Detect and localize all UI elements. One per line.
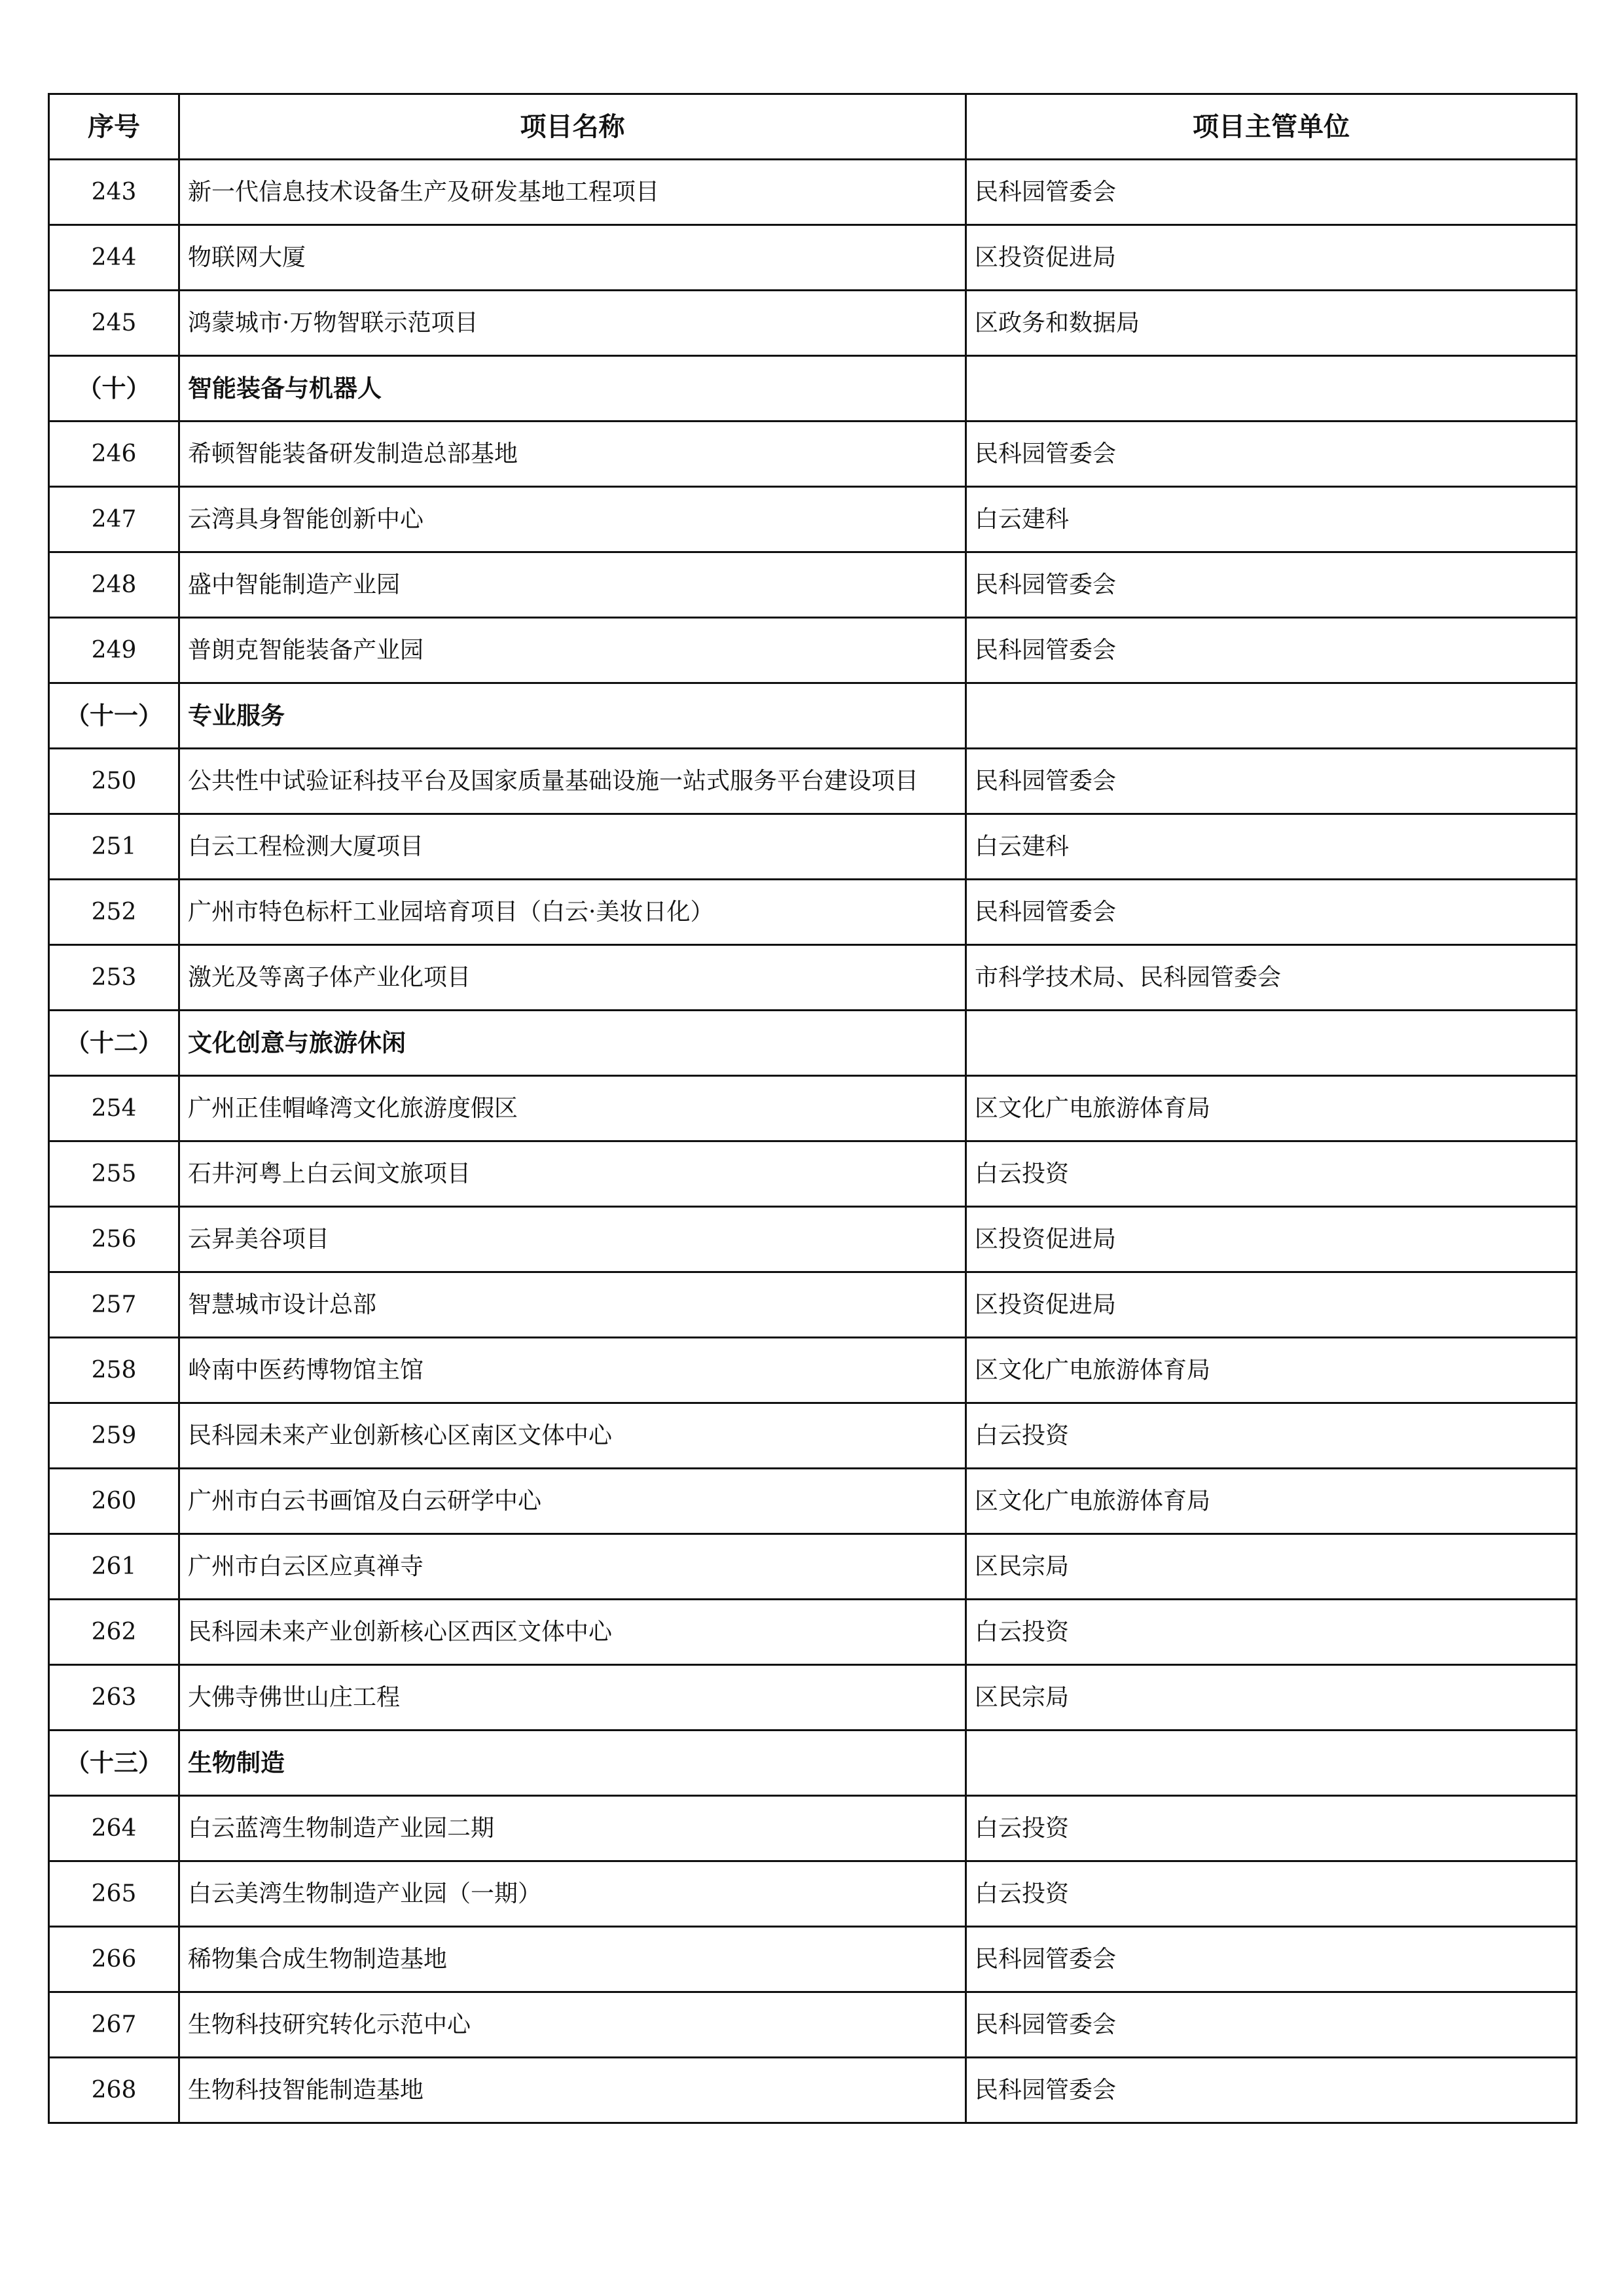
project-name-cell: 激光及等离子体产业化项目 [179, 945, 966, 1011]
row-number-cell: 260 [49, 1469, 179, 1534]
row-number-cell: 252 [49, 880, 179, 945]
project-name-cell: 生物科技智能制造基地 [179, 2058, 966, 2123]
table-row [49, 1992, 1577, 2058]
row-number-cell: 262 [49, 1600, 179, 1665]
table-row [49, 1141, 1577, 1207]
row-number-cell: 254 [49, 1076, 179, 1141]
managing-unit-cell: 白云投资 [966, 1861, 1577, 1927]
section-row [49, 356, 1577, 422]
row-number-cell: 267 [49, 1992, 179, 2058]
row-number-cell: 264 [49, 1796, 179, 1861]
table-row [49, 1338, 1577, 1403]
project-name-cell: 稀物集合成生物制造基地 [179, 1927, 966, 1992]
project-name-cell: 盛中智能制造产业园 [179, 552, 966, 618]
table-row [49, 945, 1577, 1011]
header-row [49, 94, 1577, 160]
row-number-cell: 245 [49, 291, 179, 356]
row-number-cell: 247 [49, 487, 179, 552]
managing-unit-cell [966, 356, 1577, 422]
managing-unit-cell: 民科园管委会 [966, 618, 1577, 683]
project-name-cell: 岭南中医药博物馆主馆 [179, 1338, 966, 1403]
project-name-cell: 物联网大厦 [179, 225, 966, 291]
managing-unit-cell: 白云建科 [966, 487, 1577, 552]
managing-unit-cell: 区民宗局 [966, 1534, 1577, 1600]
table-row [49, 1665, 1577, 1731]
row-number-cell: 250 [49, 749, 179, 814]
row-number-cell: 243 [49, 160, 179, 225]
table-row [49, 880, 1577, 945]
table-row [49, 1534, 1577, 1600]
table-row [49, 1861, 1577, 1927]
project-name-cell: 云湾具身智能创新中心 [179, 487, 966, 552]
row-number-cell: （十） [49, 356, 179, 422]
managing-unit-cell: 区政务和数据局 [966, 291, 1577, 356]
managing-unit-cell: 民科园管委会 [966, 880, 1577, 945]
project-name-cell: 广州正佳帽峰湾文化旅游度假区 [179, 1076, 966, 1141]
project-name-cell: 广州市白云区应真禅寺 [179, 1534, 966, 1600]
table-row [49, 1469, 1577, 1534]
project-name-cell: 智能装备与机器人 [179, 356, 966, 422]
project-name-cell: 公共性中试验证科技平台及国家质量基础设施一站式服务平台建设项目 [179, 749, 966, 814]
project-name-cell: 专业服务 [179, 683, 966, 749]
row-number-cell: 266 [49, 1927, 179, 1992]
table-row [49, 552, 1577, 618]
project-name-cell: 生物科技研究转化示范中心 [179, 1992, 966, 2058]
managing-unit-cell: 民科园管委会 [966, 1927, 1577, 1992]
table-row [49, 1796, 1577, 1861]
row-number-cell: 259 [49, 1403, 179, 1469]
managing-unit-cell: 区文化广电旅游体育局 [966, 1338, 1577, 1403]
managing-unit-cell: 区文化广电旅游体育局 [966, 1469, 1577, 1534]
project-name-cell: 广州市白云书画馆及白云研学中心 [179, 1469, 966, 1534]
project-name-cell: 普朗克智能装备产业园 [179, 618, 966, 683]
table-row [49, 1272, 1577, 1338]
row-number-cell: 265 [49, 1861, 179, 1927]
managing-unit-cell [966, 683, 1577, 749]
project-name-cell: 白云工程检测大厦项目 [179, 814, 966, 880]
header-project-name: 项目名称 [179, 94, 966, 160]
row-number-cell: 261 [49, 1534, 179, 1600]
table-row [49, 422, 1577, 487]
table-row [49, 225, 1577, 291]
table-row [49, 1927, 1577, 1992]
row-number-cell: （十二） [49, 1011, 179, 1076]
table-row [49, 160, 1577, 225]
row-number-cell: 263 [49, 1665, 179, 1731]
managing-unit-cell [966, 1731, 1577, 1796]
table-row [49, 1207, 1577, 1272]
row-number-cell: 251 [49, 814, 179, 880]
managing-unit-cell: 白云投资 [966, 1796, 1577, 1861]
managing-unit-cell: 民科园管委会 [966, 1992, 1577, 2058]
table-row [49, 1600, 1577, 1665]
managing-unit-cell: 区投资促进局 [966, 1272, 1577, 1338]
project-table [48, 93, 1578, 2124]
project-name-cell: 石井河粤上白云间文旅项目 [179, 1141, 966, 1207]
managing-unit-cell: 民科园管委会 [966, 749, 1577, 814]
project-name-cell: 民科园未来产业创新核心区南区文体中心 [179, 1403, 966, 1469]
managing-unit-cell [966, 1011, 1577, 1076]
row-number-cell: 248 [49, 552, 179, 618]
table-row [49, 487, 1577, 552]
row-number-cell: 249 [49, 618, 179, 683]
managing-unit-cell: 区投资促进局 [966, 225, 1577, 291]
row-number-cell: 268 [49, 2058, 179, 2123]
managing-unit-cell: 市科学技术局、民科园管委会 [966, 945, 1577, 1011]
managing-unit-cell: 白云投资 [966, 1403, 1577, 1469]
project-name-cell: 民科园未来产业创新核心区西区文体中心 [179, 1600, 966, 1665]
row-number-cell: 257 [49, 1272, 179, 1338]
table-row [49, 1403, 1577, 1469]
table-row [49, 2058, 1577, 2123]
section-row [49, 683, 1577, 749]
row-number-cell: 253 [49, 945, 179, 1011]
project-name-cell: 大佛寺佛世山庄工程 [179, 1665, 966, 1731]
project-name-cell: 生物制造 [179, 1731, 966, 1796]
project-name-cell: 广州市特色标杆工业园培育项目（白云·美妆日化） [179, 880, 966, 945]
header-number: 序号 [49, 94, 179, 160]
managing-unit-cell: 民科园管委会 [966, 422, 1577, 487]
table-row [49, 618, 1577, 683]
managing-unit-cell: 民科园管委会 [966, 160, 1577, 225]
section-row [49, 1011, 1577, 1076]
managing-unit-cell: 白云建科 [966, 814, 1577, 880]
project-name-cell: 文化创意与旅游休闲 [179, 1011, 966, 1076]
table-row [49, 749, 1577, 814]
row-number-cell: 255 [49, 1141, 179, 1207]
table-row [49, 814, 1577, 880]
row-number-cell: 244 [49, 225, 179, 291]
section-row [49, 1731, 1577, 1796]
project-name-cell: 云昇美谷项目 [179, 1207, 966, 1272]
managing-unit-cell: 民科园管委会 [966, 2058, 1577, 2123]
row-number-cell: （十一） [49, 683, 179, 749]
project-name-cell: 鸿蒙城市·万物智联示范项目 [179, 291, 966, 356]
managing-unit-cell: 区文化广电旅游体育局 [966, 1076, 1577, 1141]
managing-unit-cell: 民科园管委会 [966, 552, 1577, 618]
table-row [49, 291, 1577, 356]
managing-unit-cell: 白云投资 [966, 1600, 1577, 1665]
managing-unit-cell: 白云投资 [966, 1141, 1577, 1207]
row-number-cell: 258 [49, 1338, 179, 1403]
header-managing-unit: 项目主管单位 [966, 94, 1577, 160]
project-name-cell: 智慧城市设计总部 [179, 1272, 966, 1338]
managing-unit-cell: 区民宗局 [966, 1665, 1577, 1731]
managing-unit-cell: 区投资促进局 [966, 1207, 1577, 1272]
row-number-cell: 246 [49, 422, 179, 487]
table-row [49, 1076, 1577, 1141]
project-name-cell: 希顿智能装备研发制造总部基地 [179, 422, 966, 487]
project-name-cell: 白云美湾生物制造产业园（一期） [179, 1861, 966, 1927]
row-number-cell: （十三） [49, 1731, 179, 1796]
row-number-cell: 256 [49, 1207, 179, 1272]
project-name-cell: 新一代信息技术设备生产及研发基地工程项目 [179, 160, 966, 225]
project-name-cell: 白云蓝湾生物制造产业园二期 [179, 1796, 966, 1861]
